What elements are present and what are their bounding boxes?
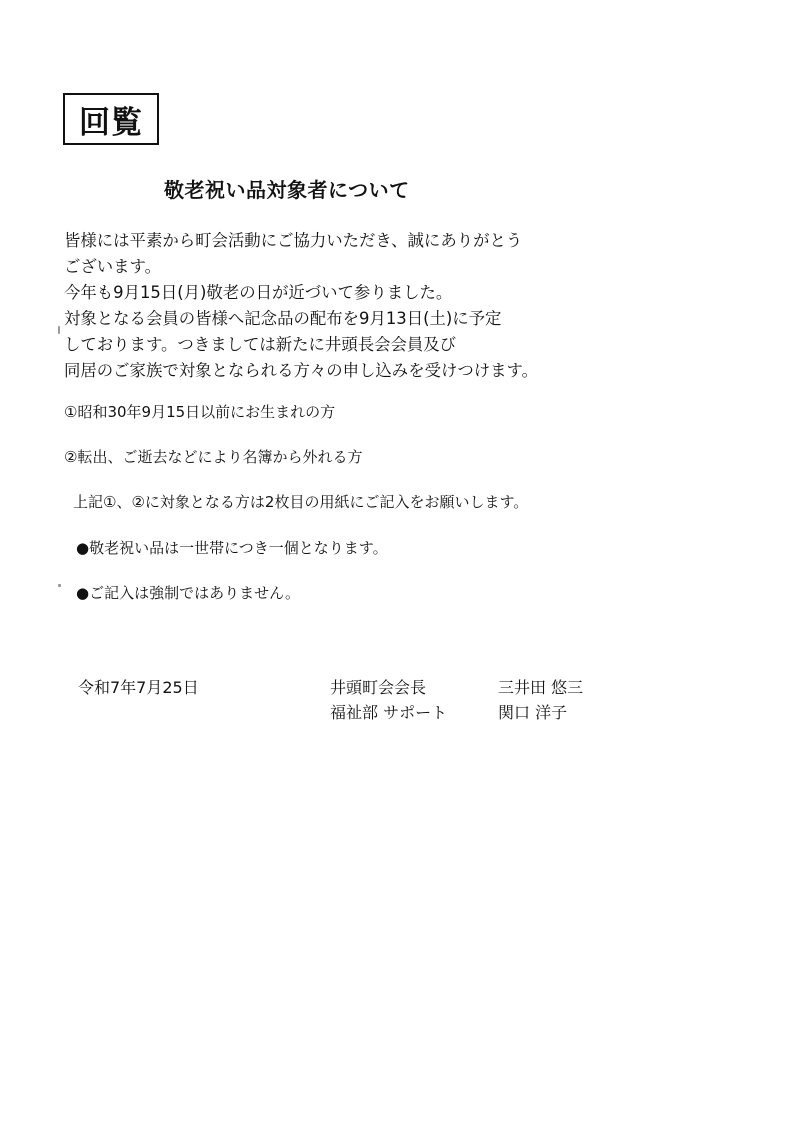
signer-org-2: 福祉部 サポート (330, 703, 448, 722)
circular-label-box (63, 93, 159, 145)
scan-speck (58, 326, 60, 334)
document-title: 敬老祝い品対象者について (164, 178, 410, 202)
eligibility-condition-1: ①昭和30年9月15日以前にお生まれの方 (64, 403, 336, 421)
note-one-per-household: ●敬老祝い品は一世帯につき一個となります。 (76, 539, 388, 557)
body-line: 対象となる会員の皆様へ記念品の配布を9月13日(土)に予定 (64, 309, 502, 328)
body-line: しております。つきましては新たに井頭長会会員及び (64, 335, 457, 354)
body-paragraph (64, 228, 624, 384)
body-line: 皆様には平素から町会活動にご協力いただき、誠にありがとう (64, 231, 523, 250)
body-line: 今年も9月15日(月)敬老の日が近づいて参りました。 (64, 283, 453, 302)
signer-org-1: 井頭町会会長 (330, 678, 427, 697)
instruction-text: 上記①、②に対象となる方は2枚目の用紙にご記入をお願いします。 (73, 493, 529, 511)
issue-date: 令和7年7月25日 (78, 678, 199, 697)
signer-name-2: 関口 洋子 (498, 703, 568, 722)
body-line: 同居のご家族で対象となられる方々の申し込みを受けつけます。 (64, 361, 539, 380)
circular-label: 回覧 (79, 104, 143, 141)
body-line: ございます。 (64, 257, 162, 276)
scan-speck (58, 584, 61, 587)
note-not-mandatory: ●ご記入は強制ではありません。 (76, 584, 300, 602)
eligibility-condition-2: ②転出、ご逝去などにより名簿から外れる方 (64, 448, 363, 466)
signer-name-1: 三井田 悠三 (498, 678, 584, 697)
